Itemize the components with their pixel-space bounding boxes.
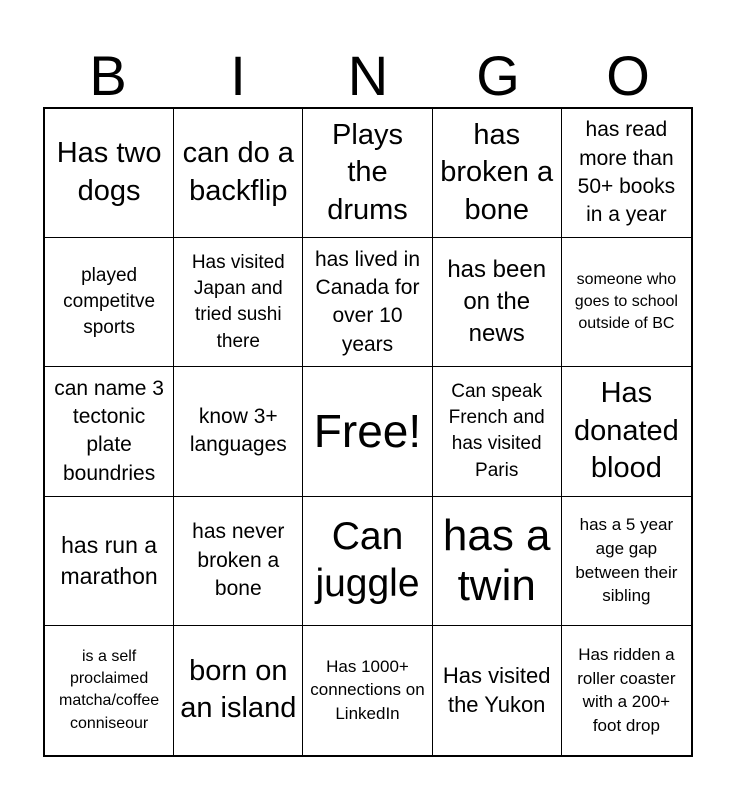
cell-text: has read more than 50+ books in a year <box>577 118 676 227</box>
cell-text: played competitve sports <box>63 264 156 339</box>
cell-text: Has visited the Yukon <box>442 662 551 718</box>
cell-text: Can speak French and has visited Paris <box>448 381 545 481</box>
bingo-cell[interactable] <box>303 497 432 626</box>
header-letter-g: G <box>476 44 520 107</box>
bingo-cell[interactable] <box>45 109 174 238</box>
cell-text: has run a marathon <box>60 531 158 589</box>
cell-text: has been on the news <box>447 255 547 348</box>
bingo-cell[interactable] <box>303 109 432 238</box>
cell-text: has broken a bone <box>440 118 554 226</box>
bingo-cell[interactable] <box>433 109 562 238</box>
bingo-cell[interactable] <box>45 238 174 367</box>
cell-text: Has ridden a roller coaster with a 200+ foot drop <box>577 644 676 736</box>
cell-text: Has visited Japan and tried sushi there <box>191 251 285 352</box>
cell-text: Has two dogs <box>56 137 162 208</box>
cell-text: Plays the drums <box>327 118 408 226</box>
cell-text: can do a backflip <box>182 137 294 208</box>
cell-text: has never broken a bone <box>192 520 285 600</box>
bingo-cell[interactable] <box>303 626 432 755</box>
header-letter-i: I <box>230 44 246 107</box>
bingo-cell[interactable] <box>174 238 303 367</box>
bingo-cell[interactable] <box>45 497 174 626</box>
bingo-cell[interactable] <box>174 109 303 238</box>
cell-text: Has donated blood <box>573 376 679 485</box>
header-letter-n: N <box>347 44 389 107</box>
cell-text: has lived in Canada for over 10 years <box>314 247 421 356</box>
bingo-cell[interactable] <box>174 367 303 496</box>
bingo-cell[interactable] <box>45 626 174 755</box>
bingo-cell[interactable] <box>45 367 174 496</box>
bingo-cell[interactable] <box>562 109 691 238</box>
bingo-cell[interactable] <box>303 238 432 367</box>
cell-text: born on an island <box>180 654 297 725</box>
cell-text: can name 3 tectonic plate boundries <box>54 376 164 485</box>
bingo-cell[interactable] <box>562 497 691 626</box>
bingo-cell[interactable] <box>174 626 303 755</box>
cell-text: has a twin <box>442 511 551 610</box>
cell-text: has a 5 year age gap between their sibling <box>575 515 678 606</box>
bingo-cell[interactable] <box>562 238 691 367</box>
free-space[interactable] <box>303 367 432 496</box>
bingo-header <box>43 44 693 108</box>
bingo-cell[interactable] <box>562 367 691 496</box>
header-letter-o: O <box>606 44 650 107</box>
bingo-cell[interactable] <box>562 626 691 755</box>
bingo-cell[interactable] <box>433 626 562 755</box>
free-space-text: Free! <box>313 404 422 457</box>
cell-text: Has 1000+ connections on LinkedIn <box>310 656 425 724</box>
cell-text: know 3+ languages <box>189 405 287 457</box>
cell-text: is a self proclaimed matcha/coffee conniseour <box>58 647 160 732</box>
header-letter-b: B <box>89 44 127 107</box>
bingo-cell[interactable] <box>433 497 562 626</box>
cell-text: someone who goes to school outside of BC <box>574 270 678 333</box>
bingo-cell[interactable] <box>433 238 562 367</box>
cell-text: Can juggle <box>315 514 420 605</box>
bingo-cell[interactable] <box>174 497 303 626</box>
bingo-board <box>43 107 693 757</box>
bingo-cell[interactable] <box>433 367 562 496</box>
